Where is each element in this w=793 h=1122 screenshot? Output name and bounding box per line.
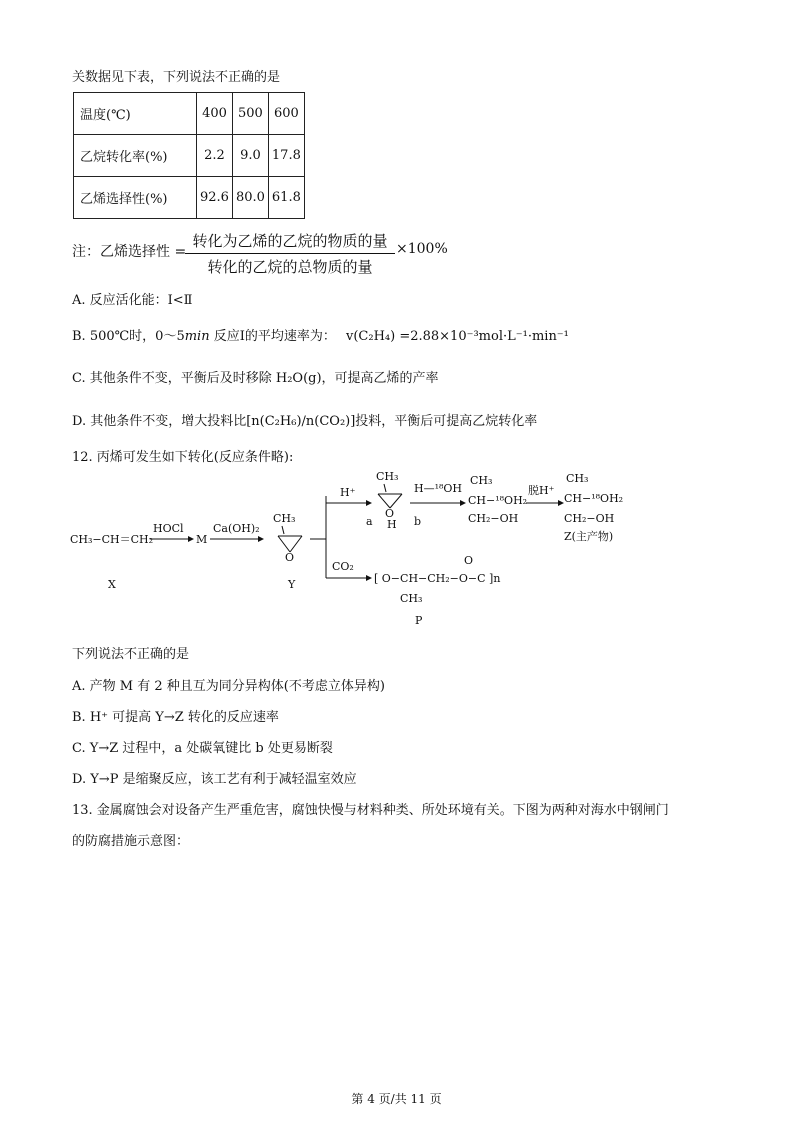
cell: 600 — [268, 93, 304, 135]
q12-option-d: D. Y→P 是缩聚反应，该工艺有利于减轻温室效应 — [72, 772, 357, 787]
reagent-h18oh: H—¹⁸OH — [414, 482, 463, 495]
q12-option-c: C. Y→Z 过程中，a 处碳氧键比 b 处更易断裂 — [72, 741, 333, 756]
fraction-numerator: 转化为乙烯的乙烷的物质的量 — [192, 232, 388, 250]
q13-line2: 的防腐措施示意图： — [72, 834, 190, 849]
table-row — [74, 135, 305, 177]
q12-question: 下列说法不正确的是 — [72, 647, 190, 662]
option-b-min: min — [184, 329, 210, 344]
label-b: b — [414, 515, 422, 528]
label-a: a — [366, 515, 373, 528]
option-a: A. 反应活化能：Ⅰ<Ⅱ — [72, 293, 193, 308]
oxonium-h: H — [387, 518, 397, 531]
reagent-h-plus: H⁺ — [340, 486, 356, 499]
arrowhead — [258, 536, 264, 542]
intermediate-ch3: CH₃ — [470, 474, 493, 487]
z-ch: CH−¹⁸OH₂ — [564, 492, 624, 505]
fraction-bar — [185, 253, 395, 254]
reaction-scheme — [70, 470, 630, 630]
option-b-text2: 反应Ⅰ的平均速率为： — [209, 329, 336, 344]
carbonyl-o: O — [464, 554, 474, 567]
reagent-co2: CO₂ — [332, 560, 354, 573]
note-prefix: 注：乙烯选择性 = — [72, 244, 187, 260]
y-methyl: CH₃ — [273, 512, 296, 525]
arrowhead — [460, 500, 466, 506]
reagent-hocl: HOCl — [153, 522, 184, 535]
cell: 500 — [232, 93, 268, 135]
bond — [282, 526, 284, 534]
q12-option-b: B. H⁺ 可提高 Y→Z 转化的反应速率 — [72, 710, 279, 725]
intermediate-ch: CH−¹⁸OH₂ — [468, 494, 528, 507]
cell: 61.8 — [268, 177, 304, 219]
reagent-caoh2: Ca(OH)₂ — [213, 522, 260, 535]
table-row — [74, 93, 305, 135]
oxonium-o: O — [385, 507, 395, 520]
cell: 9.0 — [232, 135, 268, 177]
intro-text: 关数据见下表，下列说法不正确的是 — [72, 70, 281, 85]
arrowhead — [366, 500, 372, 506]
z-ch2oh: CH₂−OH — [564, 512, 615, 525]
propene-formula: CH₃−CH＝CH₂ — [70, 533, 154, 546]
q12-stem: 12. 丙烯可发生如下转化(反应条件略): — [72, 450, 294, 465]
polymer-p: [ O−CH−CH₂−O−C ]n — [374, 572, 501, 585]
option-b-text: B. 500℃时，0～5 — [72, 329, 185, 344]
row-label: 乙烯选择性(%) — [74, 177, 197, 219]
bond — [278, 536, 290, 552]
cell: 2.2 — [197, 135, 233, 177]
cell: 80.0 — [232, 177, 268, 219]
arrowhead — [188, 536, 194, 542]
reagent-tuo-h: 脱H⁺ — [528, 484, 555, 497]
bond — [378, 494, 390, 508]
table-row — [74, 177, 305, 219]
rate-formula: v(C₂H₄) =2.88×10⁻³mol·L⁻¹·min⁻¹ — [346, 329, 569, 344]
label-y: Y — [288, 578, 296, 591]
intermediate-ch2oh: CH₂−OH — [468, 512, 519, 525]
option-d: D. 其他条件不变，增大投料比[n(C₂H₆)/n(CO₂)]投料，平衡后可提高乙烷转化率 — [72, 414, 538, 429]
z-ch3: CH₃ — [566, 472, 589, 485]
arrowhead — [366, 575, 372, 581]
label-m: M — [196, 533, 208, 546]
fraction-denominator: 转化的乙烷的总物质的量 — [207, 258, 373, 276]
bond — [290, 536, 302, 552]
note-suffix: ×100% — [396, 241, 448, 257]
row-label: 温度(℃) — [74, 93, 197, 135]
q13-line1: 13. 金属腐蚀会对设备产生严重危害，腐蚀快慢与材料种类、所处环境有关。下图为两种对海水中钢闸门 — [72, 803, 669, 818]
option-b — [72, 325, 569, 344]
q12-option-a: A. 产物 M 有 2 种且互为同分异构体(不考虑立体异构) — [72, 679, 385, 694]
row-label: 乙烷转化率(%) — [74, 135, 197, 177]
page-footer: 第 4 页/共 11 页 — [351, 1092, 442, 1106]
epoxide-o: O — [285, 551, 295, 564]
bond — [384, 484, 386, 492]
cell: 92.6 — [197, 177, 233, 219]
bond — [390, 494, 402, 508]
option-c: C. 其他条件不变，平衡后及时移除 H₂O(g)，可提高乙烯的产率 — [72, 371, 439, 386]
selectivity-fraction — [185, 230, 395, 277]
label-x: X — [108, 578, 116, 591]
cell: 400 — [197, 93, 233, 135]
label-p: P — [415, 614, 423, 627]
cell: 17.8 — [268, 135, 304, 177]
polymer-ch3: CH₃ — [400, 592, 423, 605]
methyl-upper: CH₃ — [376, 470, 399, 483]
data-table — [73, 92, 305, 219]
label-z: Z(主产物) — [564, 530, 614, 543]
